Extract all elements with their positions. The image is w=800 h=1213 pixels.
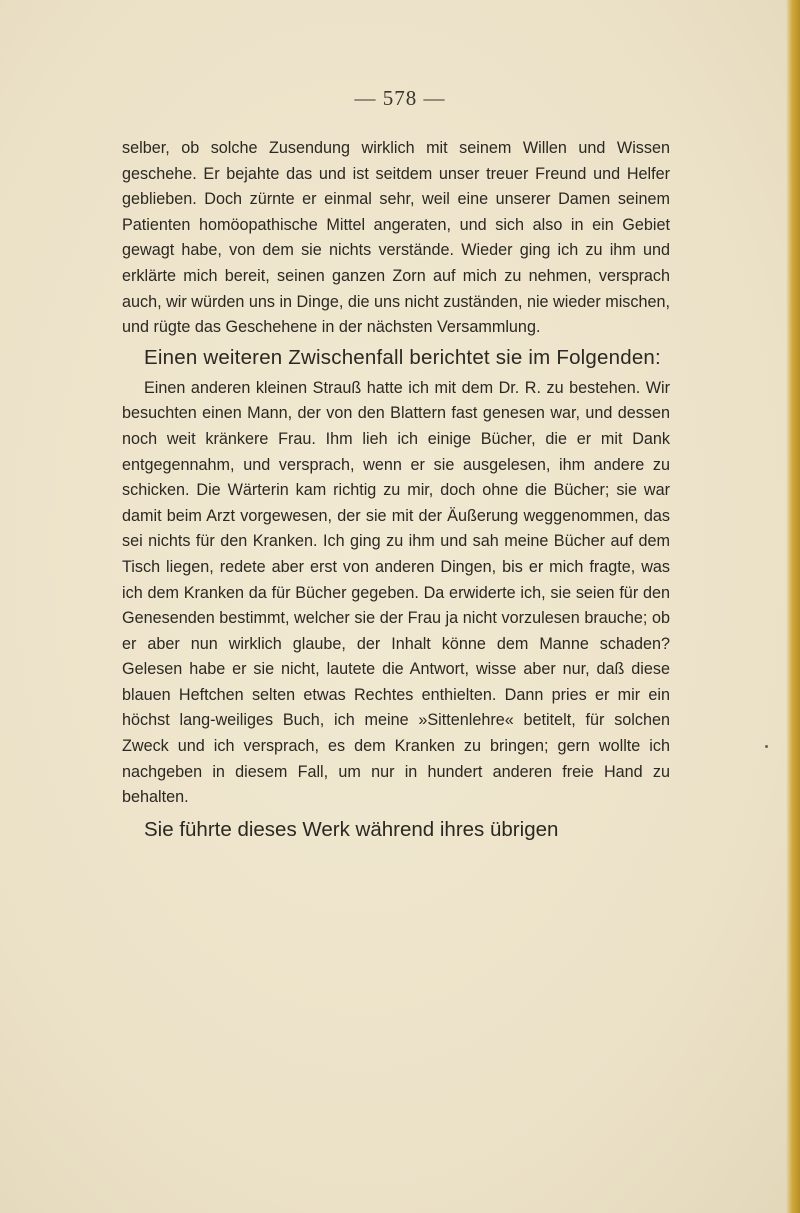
gilded-page-edge [786, 0, 800, 1213]
paragraph-continuation: selber, ob solche Zusendung wirklich mit seinem Willen und Wissen geschehe. Er bejahte das und ist seitdem unser treuer Freund und Helfer geblieben. Doch zürnte er einmal sehr, weil eine unserer Damen seinem Patienten homöopathische Mittel angeraten, und sich also in ein Gebiet gewagt habe, von dem sie nichts verstände. Wieder ging ich zu ihm und erklärte mich bereit, seinen ganzen Zorn auf mich zu nehmen, versprach auch, wir würden uns in Dinge, die uns nicht zuständen, nie wieder mischen, und rügte das Geschehene in der nächsten Versammlung. [122, 139, 670, 337]
paper-speck [765, 745, 768, 748]
paragraph-closing-large: Sie führte dieses Werk während ihres übrigen [144, 817, 559, 841]
page-number: — 578 — [354, 86, 446, 110]
paragraph-quoted-account: Einen anderen kleinen Strauß hatte ich mit dem Dr. R. zu bestehen. Wir besuchten einen Mann, der von den Blattern fast genesen war, und dessen noch weit kränkere Frau. Ihm lieh ich einige Bücher, die er mit Dank entgegennahm, und versprach, wenn er sie ausgelesen, ihm andere zu schicken. Die Wärterin kam richtig zu mir, doch ohne die Bücher; sie war damit beim Arzt vorgewesen, der sie mit der Äußerung weggenommen, das sei nichts für den Kranken. Ich ging zu ihm und sah meine Bücher auf dem Tisch liegen, redete aber erst von anderen Dingen, bis er mich fragte, was ich dem Kranken da für Bücher gegeben. Da erwiderte ich, sie seien für den Genesenden bestimmt, welcher sie der Frau ja nicht vorzulesen brauche; ob er aber nun wirklich glaube, der Inhalt könne dem Manne schaden? Gelesen habe er sie nicht, lautete die Antwort, wisse aber nur, daß diese blauen Heftchen selten etwas Rechtes enthielten. Dann pries er mir ein höchst lang-weiliges Buch, ich meine »Sittenlehre« betitelt, für solchen Zweck und ich versprach, es dem Kranken zu bringen; gern wollte ich nachgeben in diesem Fall, um nur in hundert anderen freie Hand zu behalten. [122, 378, 670, 807]
body-text [122, 136, 670, 844]
paragraph-intro-large: Einen weiteren Zwischenfall berichtet sie im Folgenden: [144, 345, 661, 369]
